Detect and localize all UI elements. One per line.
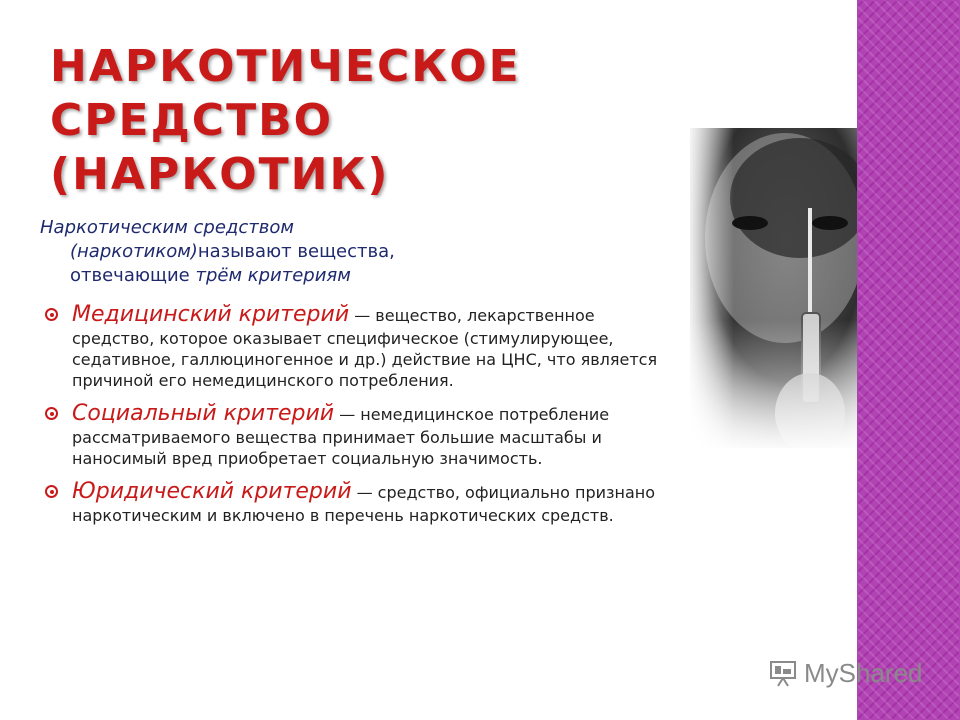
syringe-photo-image <box>690 128 865 448</box>
intro-line-2 <box>40 240 640 264</box>
bullet-icon <box>45 308 58 321</box>
list-item <box>45 401 675 469</box>
bullet-icon <box>45 407 58 420</box>
criterion-text: — средство, официально признано наркотическим и включено в перечень наркотических средств. <box>72 483 656 525</box>
criterion-text: — вещество, лекарственное средство, которое оказывает специфическое (стимулирующее, седативное, галлюциногенное и др.) действие на ЦНС, что является причиной его немедицинского потребления. <box>72 306 658 390</box>
criterion-name: Социальный критерий <box>72 401 335 426</box>
bullet-icon <box>45 485 58 498</box>
presentation-icon <box>768 659 798 687</box>
intro-term-alt: (наркотиком) <box>70 241 198 262</box>
decorative-stripe <box>857 0 960 720</box>
intro-line-3 <box>40 264 640 288</box>
intro-paragraph <box>40 216 640 288</box>
slide-title <box>50 40 670 202</box>
intro-criteria: трём критериям <box>195 265 351 286</box>
watermark-text: MyShared <box>804 657 923 688</box>
title-line-2: СРЕДСТВО (НАРКОТИК) <box>50 95 390 200</box>
watermark <box>768 656 923 690</box>
intro-term: Наркотическим средством <box>40 217 294 238</box>
criterion-name: Медицинский критерий <box>72 302 350 327</box>
syringe-photo <box>690 128 865 448</box>
title-line-1: НАРКОТИЧЕСКОЕ <box>50 41 521 92</box>
intro-verb: называют вещества, <box>197 241 395 262</box>
list-item <box>45 479 675 526</box>
criterion-name: Юридический критерий <box>72 479 352 504</box>
intro-match: отвечающие <box>70 265 196 286</box>
criterion-text: — немедицинское потребление рассматриваемого вещества принимает большие масштабы и наносимый вред приобретает социальную значимость. <box>72 405 610 468</box>
list-item <box>45 302 675 391</box>
criteria-list <box>45 302 675 536</box>
